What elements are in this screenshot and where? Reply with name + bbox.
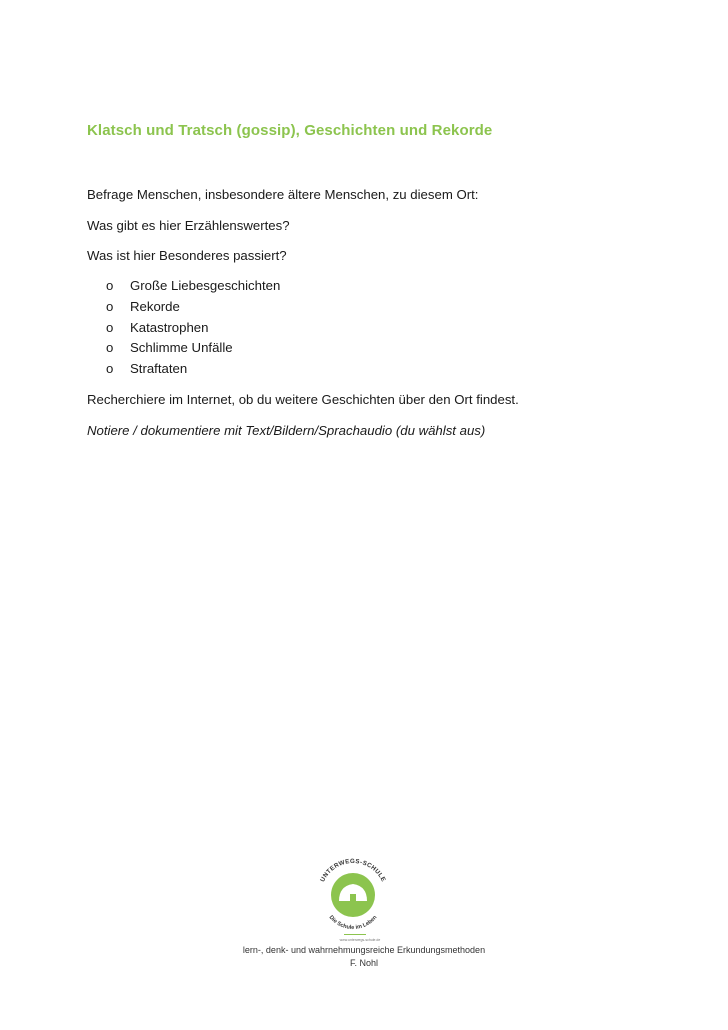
footer-author: F. Nohl <box>349 958 378 968</box>
logo-text-top: UNTERWEGS-SCHULE <box>319 857 387 884</box>
question-1: Was gibt es hier Erzählenswertes? <box>87 218 290 233</box>
list-item-label: Straftaten <box>130 361 188 377</box>
list-item-label: Schlimme Unfälle <box>130 340 233 356</box>
list-item <box>106 299 280 320</box>
list-item-label: Große Liebesgeschichten <box>130 278 281 293</box>
bullet-marker: o <box>106 298 114 314</box>
list-item-label: Rekorde <box>130 298 180 314</box>
school-logo <box>313 855 393 935</box>
topic-list <box>106 278 280 382</box>
bullet-marker: o <box>106 319 114 335</box>
logo-text-bottom: Die Schule im Leben <box>327 914 379 932</box>
research-text: Recherchiere im Internet, ob du weitere Geschichten über den Ort findest. <box>87 392 519 407</box>
question-2: Was ist hier Besonderes passiert? <box>87 248 287 263</box>
bullet-marker: o <box>106 340 114 356</box>
list-item <box>106 278 280 299</box>
logo-url: www.unterwegs-schule.de <box>339 938 381 942</box>
list-item <box>106 320 280 341</box>
logo-divider <box>344 934 366 935</box>
page-title: Klatsch und Tratsch (gossip), Geschichten und Rekorde <box>87 122 493 139</box>
bullet-marker: o <box>106 361 114 377</box>
door-icon <box>350 894 356 901</box>
list-item-label: Katastrophen <box>130 319 209 335</box>
intro-text: Befrage Menschen, insbesondere ältere Menschen, zu diesem Ort: <box>87 187 479 202</box>
list-item <box>106 340 280 361</box>
list-item <box>106 361 280 382</box>
footer-subtitle: lern-, denk- und wahrnehmungsreiche Erkundungsmethoden <box>242 945 486 955</box>
note-text: Notiere / dokumentiere mit Text/Bildern/Sprachaudio (du wählst aus) <box>87 423 486 438</box>
bullet-marker: o <box>106 278 114 293</box>
